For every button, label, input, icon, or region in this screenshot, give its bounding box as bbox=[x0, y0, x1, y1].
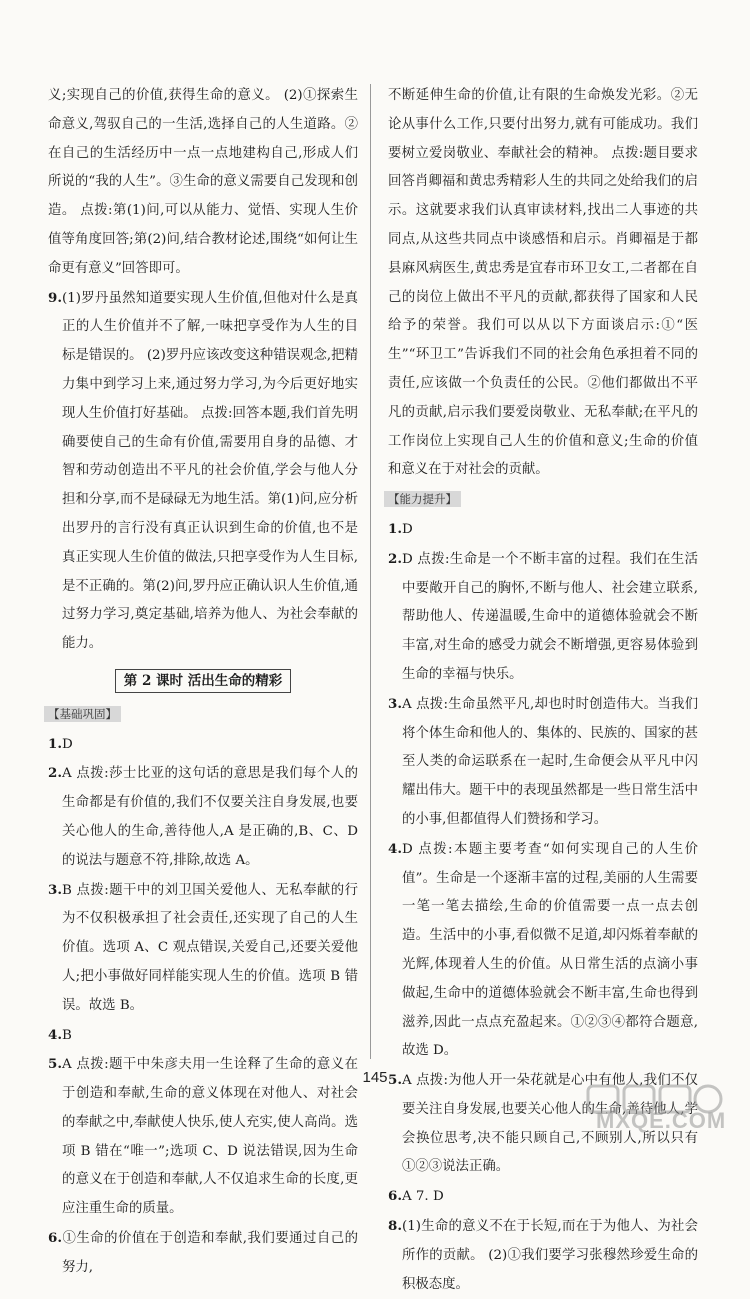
answer-text: D bbox=[61, 736, 73, 752]
watermark-text: MXQE.COM bbox=[596, 1108, 727, 1133]
answer-number: 1. bbox=[48, 735, 62, 752]
answer-item bbox=[388, 545, 698, 690]
answer-number: 5. bbox=[48, 1056, 62, 1073]
answer-text: A 点拨:为他人开一朵花就是心中有他人,我们不仅要关注自身发展,也要关心他人的生命,善待他人,学会换位思考,决不能只顾自己,不顾别人,所以只有①②③说法正确。 bbox=[401, 1073, 698, 1175]
left-column bbox=[48, 82, 358, 1283]
answer-text: D bbox=[401, 521, 413, 537]
column-divider bbox=[370, 84, 371, 1059]
answer-number: 3. bbox=[388, 695, 402, 712]
answer-text: ①生命的价值在于创造和奉献,我们要通过自己的努力, bbox=[61, 1231, 358, 1275]
lesson-title bbox=[48, 667, 358, 696]
answer-item bbox=[388, 690, 698, 835]
answer-number: 2. bbox=[388, 550, 402, 567]
answer-item bbox=[388, 1212, 698, 1299]
answer-number: 6. bbox=[388, 1188, 402, 1205]
answer-text: B bbox=[61, 1027, 72, 1043]
answer-text: A 点拨:莎士比亚的这句话的意思是我们每个人的生命都是有价值的,我们不仅要关注自身发展,也要关心他人的生命,善待他人,A 是正确的,B、C、D 的说法与题意不符,排除,故选 A。 bbox=[61, 766, 358, 868]
answer-item bbox=[48, 876, 358, 1021]
answer-number: 4. bbox=[388, 840, 402, 857]
answer-item bbox=[388, 515, 698, 545]
answer-text: B 点拨:题干中的刘卫国关爱他人、无私奉献的行为不仅积极承担了社会责任,还实现了自己的人生价值。选项 A、C 观点错误,关爱自己,还要关爱他人;把小事做好同样能实现人生的价值。选项 B 错误。故选 B。 bbox=[61, 882, 358, 1013]
answer-item bbox=[388, 835, 698, 1066]
answer-text: D 点拨:生命是一个不断丰富的过程。我们在生活中要敞开自己的胸怀,不断与他人、社会建立联系,帮助他人、传递温暖,生命中的道德体验就会不断丰富,对生命的感受力就会不断增强,更容易体验到生命的幸福与快乐。 bbox=[401, 551, 698, 682]
answer-paragraph: 义;实现自己的价值,获得生命的意义。 (2)①探索生命意义,驾驭自己的一生活,选择自己的人生道路。②在自己的生活经历中一点一点地建构自己,形成人们所说的“我的人生”。③生命的意义需要自己发现和创造。 点拨:第(1)问,可以从能力、觉悟、实现人生价值等角度回答;第(2)问,结合教材论述,围绕“如何让生命更有意义”回答即可。 bbox=[48, 88, 358, 276]
answer-item bbox=[48, 1021, 358, 1051]
answer-item bbox=[48, 759, 358, 875]
answer-text: A 7. D bbox=[401, 1189, 444, 1205]
answer-text: (1)生命的意义不在于长短,而在于为他人、为社会所作的贡献。 (2)①我们要学习张穆然珍爱生命的积极态度。 bbox=[401, 1219, 698, 1292]
answer-text: D 点拨:本题主要考查“如何实现自己的人生价值”。生命是一个逐渐丰富的过程,美丽的人生需要一笔一笔去描绘,生命的价值需要一点一点去创造。生活中的小事,看似微不足道,却闪烁着奉献的光辉,体现着人生的价值。从日常生活的点滴小事做起,生命中的道德体验就会不断丰富,生命也得到滋养,因此一点点充盈起来。①②③④都符合题意,故选 D。 bbox=[401, 841, 698, 1059]
answer-item bbox=[388, 1182, 698, 1212]
answer-number: 6. bbox=[48, 1230, 62, 1247]
section-tag-row bbox=[48, 700, 358, 730]
answer-text: (1)罗丹虽然知道要实现人生价值,但他对什么是真正的人生价值并不了解,一味把享受作为人生的目标是错误的。 (2)罗丹应该改变这种错误观念,把精力集中到学习上来,通过努力学习,为今后更好地实现人生价值打好基础。 点拨:回答本题,我们首先明确要使自己的生命有价值,需要用自身的品德、才智和劳动创造出不平凡的社会价值,学会与他人分担和分享,而不是碌碌无为地生活。第(1)问,应分析出罗丹的言行没有真正认识到生命的价值,也不是真正实现人生价值的做法,只把享受作为人生目标,是不正确的。第(2)问,罗丹应正确认识人生价值,通过努力学习,奠定基础,培养为他人、为社会奉献的能力。 bbox=[61, 290, 358, 652]
answer-paragraph: 不断延伸生命的价值,让有限的生命焕发光彩。②无论从事什么工作,只要付出努力,就有可能成功。我们要树立爱岗敬业、奉献社会的精神。 点拨:题目要求回答肖卿福和黄忠秀精彩人生的共同之处给我们的启示。这就要求我们认真审读材料,找出二人事迹的共同点,从这些共同点中谈感悟和启示。肖卿福是于都县麻风病医生,黄忠秀是宜春市环卫女工,二者都在自己的岗位上做出不平凡的贡献,都获得了国家和人民给予的荣誉。我们可以从以下方面谈启示:①“医生”“环卫工”告诉我们不同的社会角色承担着不同的责任,应该做一个负责任的公民。②他们都做出不平凡的贡献,启示我们要爱岗敬业、无私奉献;在平凡的工作岗位上实现自己人生的价值和意义;生命的价值和意义在于对社会的贡献。 bbox=[388, 88, 698, 478]
answer-number: 8. bbox=[388, 1218, 402, 1235]
answer-item bbox=[48, 284, 358, 659]
answer-text: A 点拨:生命虽然平凡,却也时时创造伟大。当我们将个体生命和他人的、集体的、民族的、国家的甚至人类的命运联系在一起时,生命便会从平凡中闪耀出伟大。题干中的表现虽然都是一些日常生活中的小事,但都值得人们赞扬和学习。 bbox=[401, 696, 698, 827]
section-tag-row bbox=[388, 485, 698, 515]
section-tag: 【基础巩固】 bbox=[44, 706, 121, 722]
answer-item bbox=[48, 1224, 358, 1283]
answer-text: A 点拨:题干中朱彦夫用一生诠释了生命的意义在于创造和奉献,生命的意义体现在对他人、对社会的奉献之中,奉献使人快乐,使人充实,使人高尚。选项 B 错在“唯一”;选项 C、D 说法错误,因为生命的意义在于创造和奉献,人不仅追求生命的长度,更应注重生命的质量。 bbox=[61, 1057, 358, 1217]
answer-number: 3. bbox=[48, 881, 62, 898]
answer-item bbox=[48, 730, 358, 760]
answer-number: 4. bbox=[48, 1026, 62, 1043]
answer-number: 1. bbox=[388, 520, 402, 537]
lesson-title-text: 第 2 课时 活出生命的精彩 bbox=[115, 669, 292, 693]
answer-number: 2. bbox=[48, 765, 62, 782]
page-number: 145 bbox=[362, 1069, 388, 1086]
answer-number: 5. bbox=[388, 1072, 402, 1089]
answer-number: 9. bbox=[48, 289, 62, 306]
watermark bbox=[582, 1082, 732, 1133]
section-tag: 【能力提升】 bbox=[384, 491, 461, 507]
